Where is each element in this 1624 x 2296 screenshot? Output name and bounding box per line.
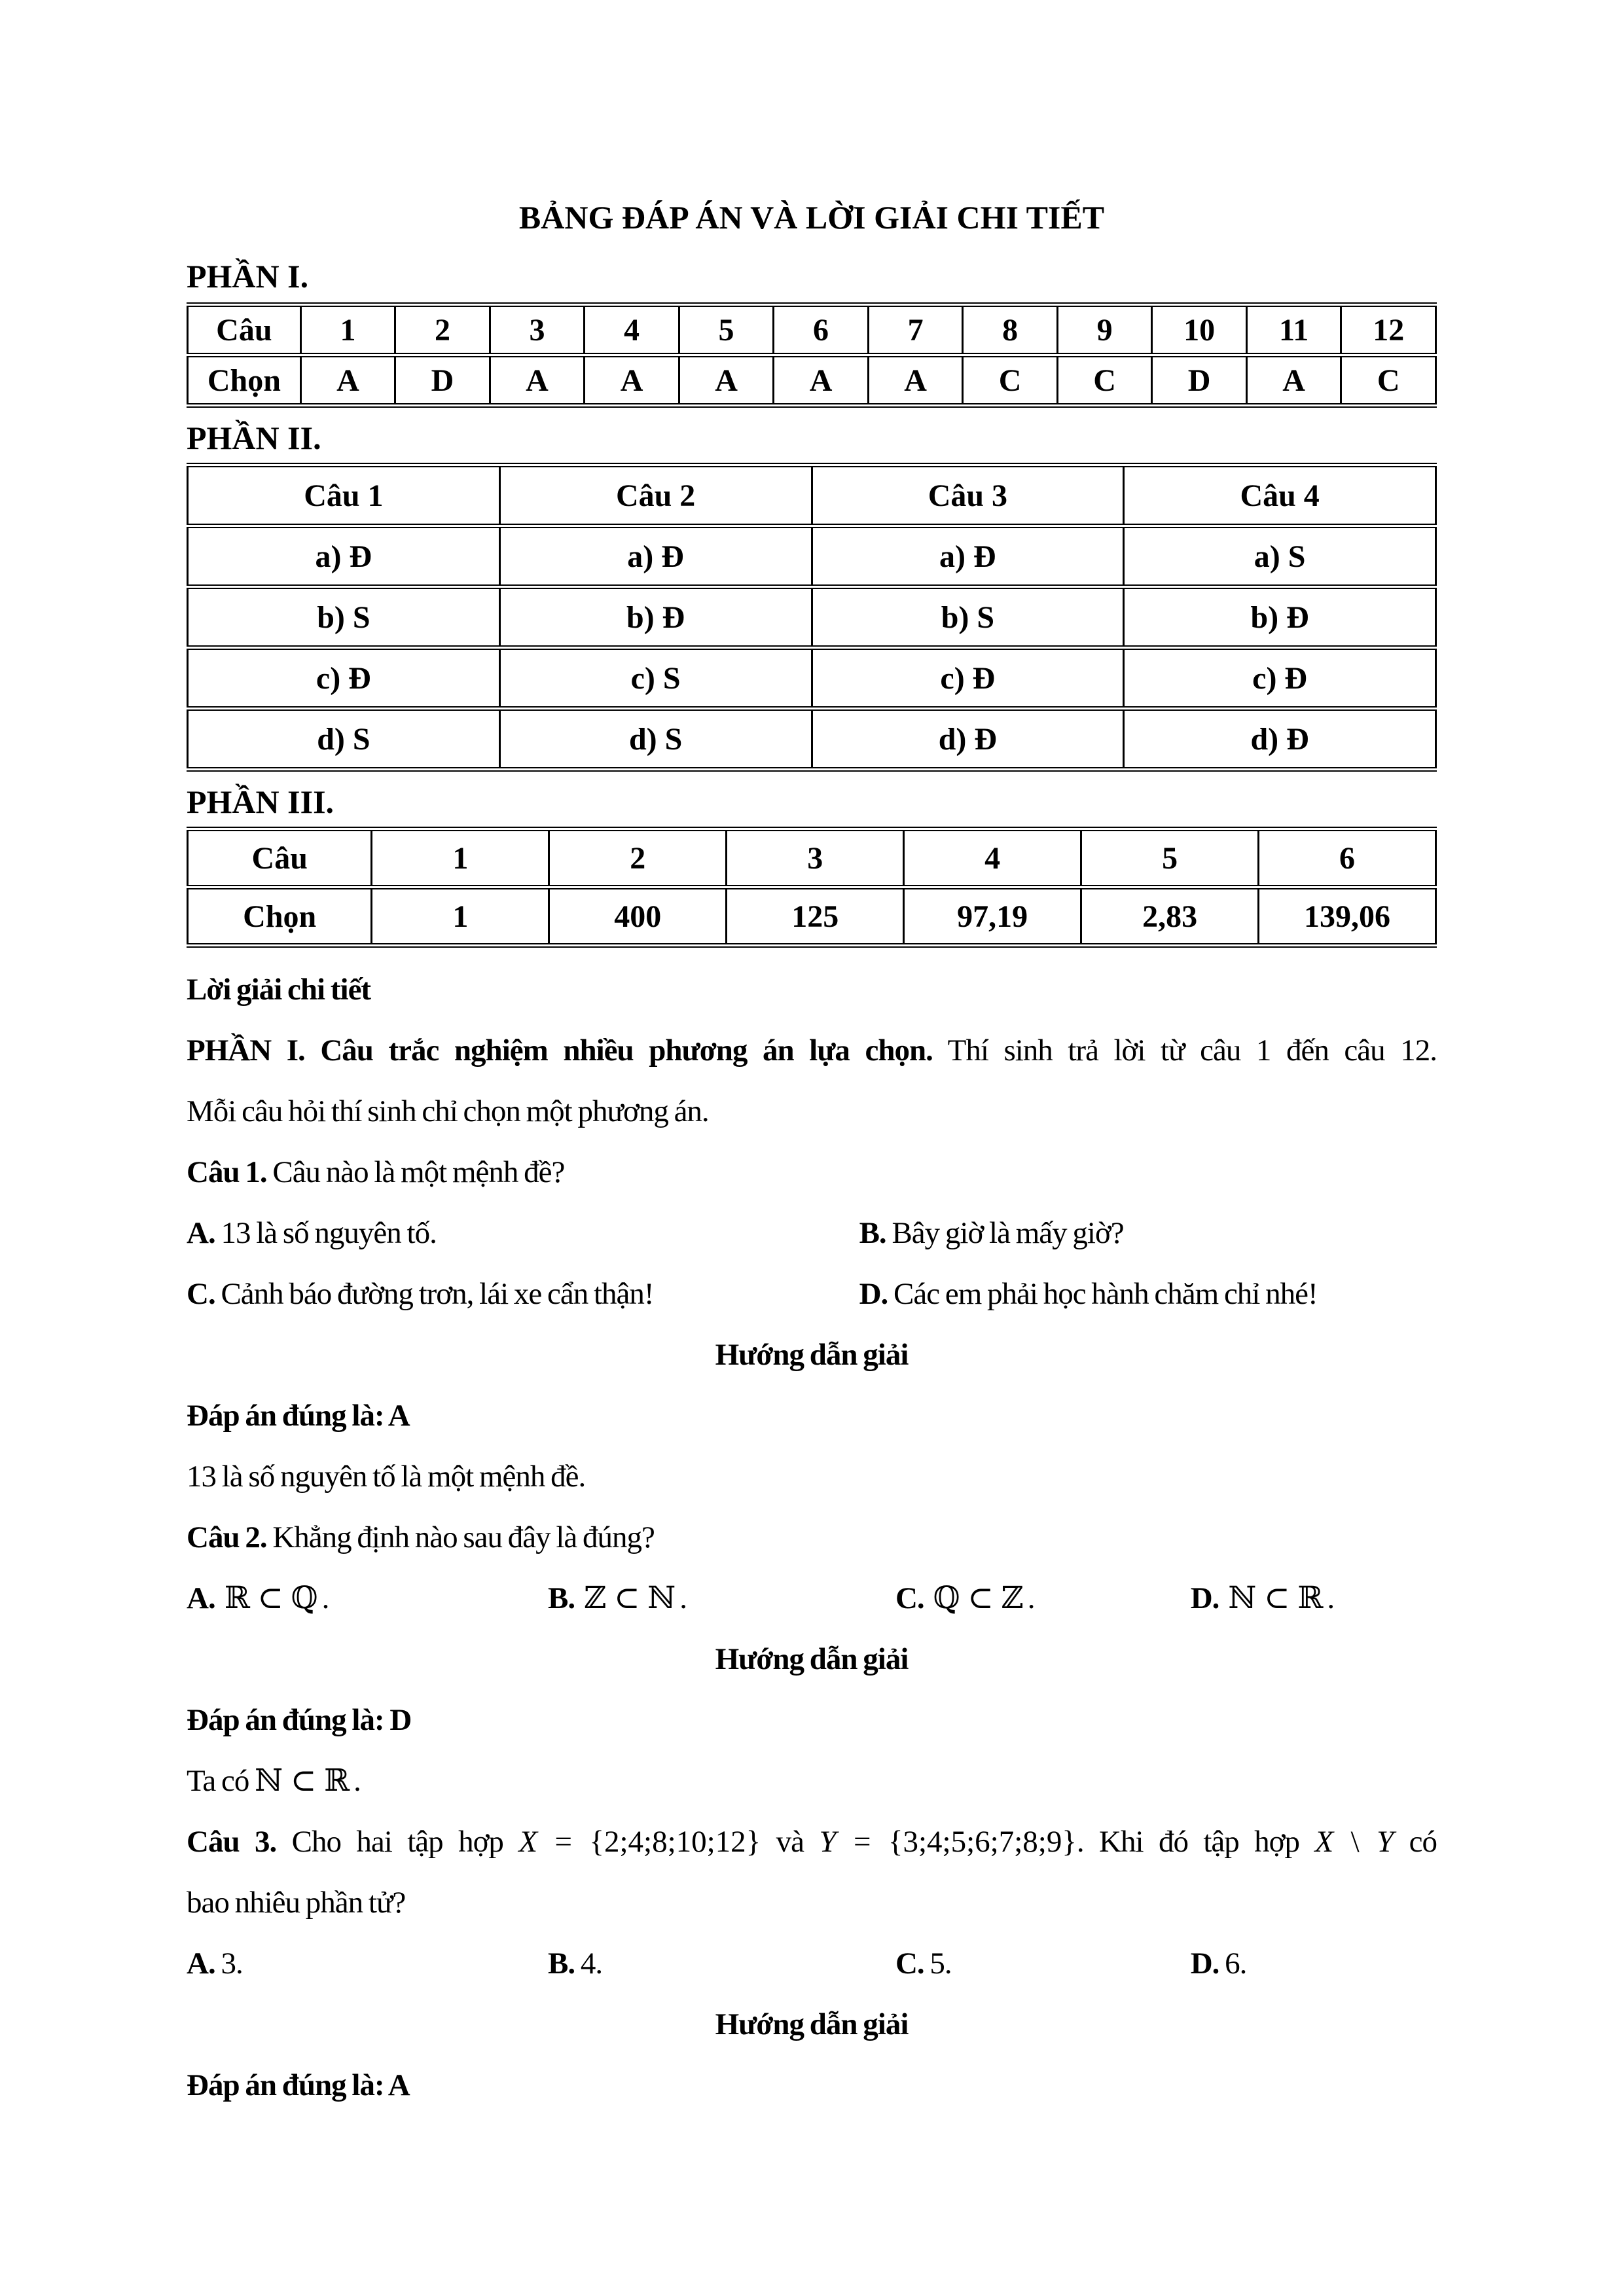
part1-intro-bold: PHẦN I. Câu trắc nghiệm nhiều phương án lựa chọn. <box>187 1033 933 1067</box>
table-cell: a) Đ <box>812 526 1124 587</box>
table-row <box>188 709 1436 770</box>
table-cell: 8 <box>963 305 1058 355</box>
table-cell: b) S <box>188 587 500 648</box>
table-cell: C <box>1057 355 1152 406</box>
table-cell: 11 <box>1246 305 1341 355</box>
part2-answer-table <box>187 463 1437 772</box>
option-label: D. <box>859 1277 888 1311</box>
option-b <box>548 1933 895 1994</box>
table-cell: 6 <box>774 305 869 355</box>
table-cell: A <box>490 355 585 406</box>
table-cell: A <box>868 355 963 406</box>
question-3-text: và <box>761 1825 820 1859</box>
question-1-text <box>187 1142 1437 1203</box>
table-row <box>188 648 1436 709</box>
guide-heading: Hướng dẫn giải <box>715 1642 909 1676</box>
q1-options-row-1 <box>187 1203 1437 1264</box>
option-label: C. <box>187 1277 215 1311</box>
table-cell: c) S <box>499 648 812 709</box>
table-cell: 2 <box>395 305 490 355</box>
part3-heading: PHẦN III. <box>187 783 334 820</box>
table-cell: c) Đ <box>812 648 1124 709</box>
row-label-cell: Câu <box>188 305 301 355</box>
table-cell: D <box>1152 355 1247 406</box>
table-cell: A <box>1246 355 1341 406</box>
table-cell: A <box>300 355 395 406</box>
option-c <box>895 1568 1191 1629</box>
q2-explanation-math: ℕ ⊂ ℝ <box>255 1764 350 1798</box>
table-header-cell: Câu 1 <box>188 465 500 526</box>
option-label: C. <box>895 1581 924 1615</box>
table-cell: a) Đ <box>499 526 812 587</box>
table-cell: b) Đ <box>1124 587 1436 648</box>
option-label: D. <box>1190 1581 1219 1615</box>
table-cell: 5 <box>1081 829 1259 888</box>
option-label: A. <box>187 1946 215 1981</box>
q3-options-row <box>187 1933 1437 1994</box>
option-math: ℚ ⊂ ℤ <box>933 1581 1024 1615</box>
part2-heading: PHẦN II. <box>187 420 321 456</box>
table-cell: 2 <box>549 829 727 888</box>
table-cell: A <box>585 355 679 406</box>
guide-heading: Hướng dẫn giải <box>715 1338 909 1372</box>
table-row <box>188 305 1436 355</box>
table-cell: 400 <box>549 888 727 946</box>
table-cell: d) S <box>188 709 500 770</box>
option-label: A. <box>187 1216 215 1250</box>
table-row <box>188 829 1436 888</box>
table-cell: 2,83 <box>1081 888 1259 946</box>
option-a <box>187 1568 548 1629</box>
option-b <box>548 1568 895 1629</box>
row-label-cell: Chọn <box>188 355 301 406</box>
table-header-cell: Câu 4 <box>1124 465 1436 526</box>
table-cell: 4 <box>585 305 679 355</box>
option-math: ℕ ⊂ ℝ <box>1228 1581 1324 1615</box>
table-cell: c) Đ <box>1124 648 1436 709</box>
option-text: 13 là số nguyên tố. <box>215 1216 437 1250</box>
set-y-elements: = {3;4;5;6;7;8;9} <box>836 1825 1077 1859</box>
q3-answer-line: Đáp án đúng là: A <box>187 2068 410 2102</box>
option-label: B. <box>859 1216 886 1250</box>
option-text: 5. <box>924 1946 952 1981</box>
question-3-line2: bao nhiêu phần tử? <box>187 1886 406 1920</box>
set-y-var: Y <box>1377 1825 1394 1859</box>
solutions-section <box>187 960 1437 2116</box>
q1-options-row-2 <box>187 1264 1437 1325</box>
option-period: . <box>321 1581 329 1615</box>
table-cell: a) S <box>1124 526 1436 587</box>
table-cell: A <box>774 355 869 406</box>
part1-intro-line1 <box>187 1020 1437 1081</box>
option-d <box>859 1264 1437 1325</box>
table-cell: 3 <box>490 305 585 355</box>
table-cell: 1 <box>372 829 549 888</box>
table-cell: d) S <box>499 709 812 770</box>
table-cell: d) Đ <box>1124 709 1436 770</box>
set-x-elements: = {2;4;8;10;12} <box>537 1825 761 1859</box>
option-text: 3. <box>215 1946 243 1981</box>
table-cell: 9 <box>1057 305 1152 355</box>
question-2-label: Câu 2. <box>187 1520 267 1554</box>
row-label-cell: Chọn <box>188 888 372 946</box>
option-text: 4. <box>575 1946 603 1981</box>
table-cell: b) S <box>812 587 1124 648</box>
table-cell: 1 <box>300 305 395 355</box>
set-x-var: X <box>1314 1825 1334 1859</box>
question-1-body: Câu nào là một mệnh đề? <box>266 1155 565 1189</box>
option-label: D. <box>1190 1946 1219 1981</box>
table-row <box>188 526 1436 587</box>
option-period: . <box>1327 1581 1335 1615</box>
q2-options-row <box>187 1568 1437 1629</box>
option-a <box>187 1933 548 1994</box>
table-cell: a) Đ <box>188 526 500 587</box>
table-cell: 4 <box>904 829 1081 888</box>
table-cell: 7 <box>868 305 963 355</box>
q2-answer-line: Đáp án đúng là: D <box>187 1703 412 1737</box>
q1-answer-line: Đáp án đúng là: A <box>187 1399 410 1433</box>
q2-explanation-text: Ta có <box>187 1764 255 1798</box>
question-3-text: Cho hai tập hợp <box>276 1825 519 1859</box>
document-title: BẢNG ĐÁP ÁN VÀ LỜI GIẢI CHI TIẾT <box>518 199 1105 236</box>
question-2-body: Khẳng định nào sau đây là đúng? <box>266 1520 655 1554</box>
option-label: A. <box>187 1581 215 1615</box>
q1-explanation: 13 là số nguyên tố là một mệnh đề. <box>187 1460 586 1494</box>
table-cell: 12 <box>1341 305 1436 355</box>
table-cell: A <box>679 355 774 406</box>
question-2-text <box>187 1507 1437 1568</box>
option-d <box>1191 1933 1437 1994</box>
table-cell: 10 <box>1152 305 1247 355</box>
table-cell: d) Đ <box>812 709 1124 770</box>
set-y-var: Y <box>819 1825 837 1859</box>
table-cell: c) Đ <box>188 648 500 709</box>
option-text: Bây giờ là mấy giờ? <box>886 1216 1124 1250</box>
option-math: ℝ ⊂ ℚ <box>224 1581 318 1615</box>
table-row <box>188 888 1436 946</box>
option-period: . <box>679 1581 687 1615</box>
table-row <box>188 587 1436 648</box>
part3-answer-table <box>187 827 1437 948</box>
table-cell: 5 <box>679 305 774 355</box>
set-difference-operator: \ <box>1333 1825 1377 1859</box>
table-cell: C <box>963 355 1058 406</box>
table-cell: b) Đ <box>499 587 812 648</box>
option-label: B. <box>547 1946 575 1981</box>
q2-explanation-period: . <box>353 1764 361 1798</box>
option-math: ℤ ⊂ ℕ <box>584 1581 676 1615</box>
table-header-cell: Câu 2 <box>499 465 812 526</box>
q2-explanation <box>187 1751 1437 1812</box>
question-3-line1 <box>187 1812 1437 1873</box>
option-d <box>1191 1568 1437 1629</box>
option-a <box>187 1203 859 1264</box>
table-cell: 1 <box>372 888 549 946</box>
table-cell: 139,06 <box>1259 888 1436 946</box>
table-cell: 6 <box>1259 829 1436 888</box>
table-cell: 125 <box>727 888 904 946</box>
option-c <box>187 1264 859 1325</box>
question-3-text: . Khi đó tập hợp <box>1076 1825 1315 1859</box>
part1-answer-table <box>187 302 1437 408</box>
table-cell: D <box>395 355 490 406</box>
option-period: . <box>1027 1581 1035 1615</box>
option-text: Cảnh báo đường trơn, lái xe cẩn thận! <box>215 1277 654 1311</box>
option-b <box>859 1203 1437 1264</box>
table-header-cell: Câu 3 <box>812 465 1124 526</box>
solutions-heading: Lời giải chi tiết <box>187 973 371 1007</box>
table-row <box>188 465 1436 526</box>
option-label: C. <box>895 1946 924 1981</box>
part1-intro-line2: Mỗi câu hỏi thí sinh chỉ chọn một phương án. <box>187 1094 709 1128</box>
table-cell: 97,19 <box>904 888 1081 946</box>
set-x-var: X <box>518 1825 538 1859</box>
question-3-text: có <box>1394 1825 1437 1859</box>
table-cell: C <box>1341 355 1436 406</box>
part1-intro-text: Thí sinh trả lời từ câu 1 đến câu 12. <box>932 1033 1437 1067</box>
part1-heading: PHẦN I. <box>187 258 309 295</box>
table-row <box>188 355 1436 406</box>
option-text: 6. <box>1219 1946 1247 1981</box>
question-1-label: Câu 1. <box>187 1155 267 1189</box>
row-label-cell: Câu <box>188 829 372 888</box>
option-c <box>895 1933 1191 1994</box>
option-label: B. <box>547 1581 575 1615</box>
question-3-label: Câu 3. <box>187 1825 277 1859</box>
option-text: Các em phải học hành chăm chỉ nhé! <box>888 1277 1318 1311</box>
guide-heading: Hướng dẫn giải <box>715 2007 909 2041</box>
table-cell: 3 <box>727 829 904 888</box>
